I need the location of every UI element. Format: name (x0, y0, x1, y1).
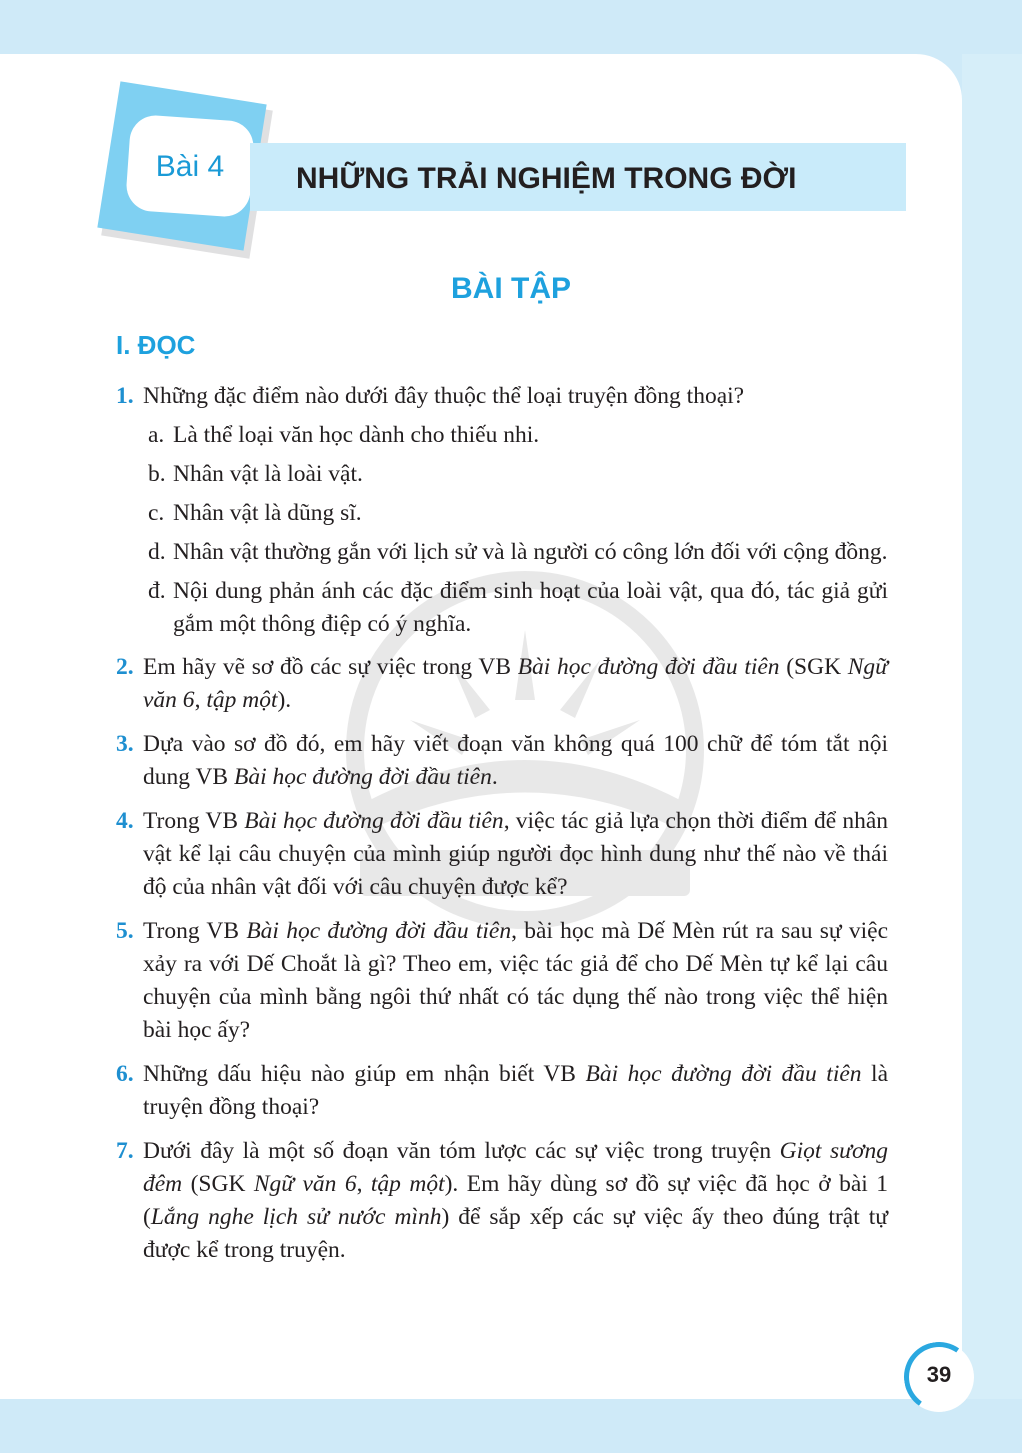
option-label: a. (148, 422, 165, 448)
question-6 (116, 1058, 888, 1124)
question-number: 4. (116, 808, 134, 834)
question-7 (116, 1135, 888, 1267)
option-a (116, 419, 888, 452)
question-text: Dựa vào sơ đồ đó, em hãy viết đoạn văn không quá 100 chữ để tóm tắt nội dung VB Bài học đường đời đầu tiên. (143, 731, 888, 790)
option-label: d. (148, 539, 166, 565)
option-text: Nội dung phản ánh các đặc điểm sinh hoạt của loài vật, qua đó, tác giả gửi gắm một thông điệp có ý nghĩa. (173, 578, 888, 637)
question-number: 1. (116, 383, 134, 409)
option-text: Là thể loại văn học dành cho thiếu nhi. (173, 422, 540, 448)
question-text: Những đặc điểm nào dưới đây thuộc thể loại truyện đồng thoại? (143, 383, 745, 409)
option-label: b. (148, 461, 166, 487)
question-text: Những dấu hiệu nào giúp em nhận biết VB Bài học đường đời đầu tiên là truyện đồng thoại? (143, 1061, 889, 1120)
option-text: Nhân vật là loài vật. (173, 461, 363, 487)
option-b (116, 458, 888, 491)
question-number: 3. (116, 731, 134, 757)
option-text: Nhân vật thường gắn với lịch sử và là người có công lớn đối với cộng đồng. (173, 539, 888, 565)
part-title: I. ĐỌC (116, 330, 196, 360)
question-2 (116, 651, 888, 717)
question-text: Em hãy vẽ sơ đồ các sự việc trong VB Bài học đường đời đầu tiên (SGK Ngữ văn 6, tập một). (143, 654, 888, 713)
question-number: 6. (116, 1061, 134, 1087)
question-3 (116, 728, 888, 794)
option-dd (116, 575, 888, 641)
question-number: 5. (116, 918, 134, 944)
question-5 (116, 915, 888, 1047)
exercise-list (116, 380, 888, 1278)
option-label: đ. (148, 578, 166, 604)
lesson-label: Bài 4 (155, 150, 225, 183)
question-text: Trong VB Bài học đường đời đầu tiên, bài học mà Dế Mèn rút ra sau sự việc xảy ra với Dế Choắt là gì? Theo em, việc tác giả để cho Dế Mèn tự kể lại câu chuyện của mình bằng ngôi thứ nhất có tác dụng thế nào trong việc thể hiện bài học ấy? (143, 918, 888, 1043)
question-text: Trong VB Bài học đường đời đầu tiên, việc tác giả lựa chọn thời điểm để nhân vật kể lại câu chuyện của mình giúp người đọc hình dung như thế nào về thái độ của nhân vật đối với câu chuyện được kể? (143, 808, 889, 900)
question-number: 2. (116, 654, 134, 680)
option-text: Nhân vật là dũng sĩ. (173, 500, 362, 526)
section-title: BÀI TẬP (451, 272, 571, 305)
side-strip (962, 54, 1022, 1399)
question-text: Dưới đây là một số đoạn văn tóm lược các sự việc trong truyện Giọt sương đêm (SGK Ngữ văn 6, tập một). Em hãy dùng sơ đồ sự việc đã học ở bài 1 (Lắng nghe lịch sử nước mình) để sắp xếp các sự việc ấy theo đúng trật tự được kể trong truyện. (143, 1138, 889, 1263)
page-number: 39 (926, 1362, 952, 1387)
option-label: c. (148, 500, 165, 526)
question-1 (116, 380, 888, 413)
question-4 (116, 805, 888, 904)
question-number: 7. (116, 1138, 134, 1164)
unit-title: NHỮNG TRẢI NGHIỆM TRONG ĐỜI (296, 162, 797, 195)
option-d (116, 536, 888, 569)
option-c (116, 497, 888, 530)
